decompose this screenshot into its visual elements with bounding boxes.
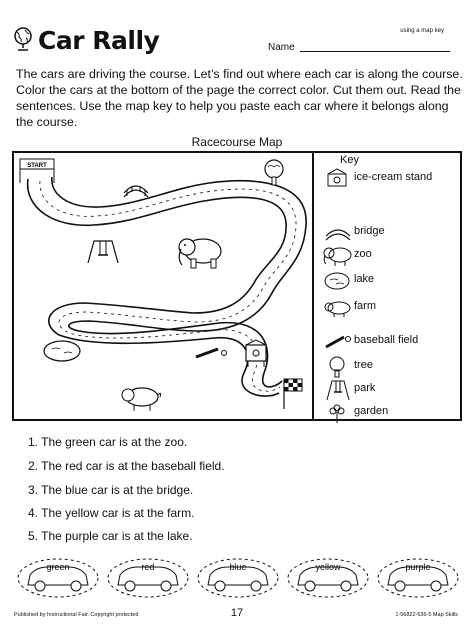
pig-icon [322,297,354,319]
sentence-item: 2. The red car is at the baseball field. [28,459,225,473]
racecourse-drawing [14,153,314,419]
worksheet-title: Car Rally [38,26,160,55]
car-label: red [141,562,155,572]
car-label: purple [405,562,431,572]
bridge-drawing [124,186,148,197]
sentence-item: 4. The yellow car is at the farm. [28,506,195,520]
ice-cream-stand-drawing [246,340,266,367]
key-label: lake [354,273,375,285]
flower-icon [322,402,354,424]
bridge-icon [322,222,354,244]
swing-icon [322,379,354,401]
car-cutout-green[interactable] [16,557,100,599]
key-label: bridge [354,225,385,237]
key-label: farm [354,300,376,312]
baseball-bat-icon [322,331,354,353]
key-item-park [322,379,462,401]
ice-cream-stand-icon [322,168,354,190]
key-item-bridge [322,222,462,244]
instructions-text: The cars are driving the course. Let’s find out where each car is along the course. Color the cars at the bottom of the page the correct color. Cut them out. Read the sentences. Use the map key to help you paste each car where it belongs along the course. [16,67,463,129]
key-label: garden [354,405,389,417]
topic-label: using a map key [400,28,444,34]
map-title: Racecourse Map [191,135,283,149]
elephant-icon [322,245,354,267]
lake-drawing [44,341,80,361]
car-label: yellow [315,562,341,572]
start-label: START [27,163,47,169]
key-label: baseball field [354,334,419,346]
key-item-ice-cream-stand [322,168,462,190]
tree-drawing [265,160,283,185]
publisher-credit: Published by Instructional Fair. Copyright protected [14,612,139,618]
road-outer-edge [28,179,286,396]
road-inner-edge [52,177,306,387]
finish-flag-drawing [284,379,302,409]
baseball-bat-drawing [196,349,227,357]
car-cutouts-row [12,557,462,601]
car-label: blue [229,562,247,572]
book-reference: 1-56822-636-5 Map Skills [395,612,458,618]
car-cutout-yellow[interactable] [286,557,370,599]
key-item-garden [322,402,462,424]
key-item-baseball-field [322,331,462,353]
key-item-farm [322,297,462,319]
car-cutout-red[interactable] [106,557,190,599]
swing-drawing [88,241,118,263]
key-label: ice-cream stand [354,171,433,183]
tree-icon [322,356,354,378]
key-item-lake [322,270,462,292]
racecourse-map [14,153,314,419]
key-label: park [354,382,376,394]
key-item-zoo [322,245,462,267]
lake-icon [322,270,354,292]
globe-icon [12,26,34,52]
sentence-item: 5. The purple car is at the lake. [28,529,193,543]
key-item-tree [322,356,462,378]
car-cutout-blue[interactable] [196,557,280,599]
name-field[interactable] [300,51,450,52]
car-label: green [46,562,70,572]
page-number: 17 [230,607,244,619]
key-label: tree [354,359,373,371]
pig-drawing [122,388,161,411]
key-title: Key [340,154,359,166]
name-label: Name [268,42,295,53]
key-label: zoo [354,248,372,260]
sentence-item: 3. The blue car is at the bridge. [28,483,194,497]
car-cutout-purple[interactable] [376,557,460,599]
sentence-item: 1. The green car is at the zoo. [28,435,188,449]
elephant-drawing [179,239,221,268]
